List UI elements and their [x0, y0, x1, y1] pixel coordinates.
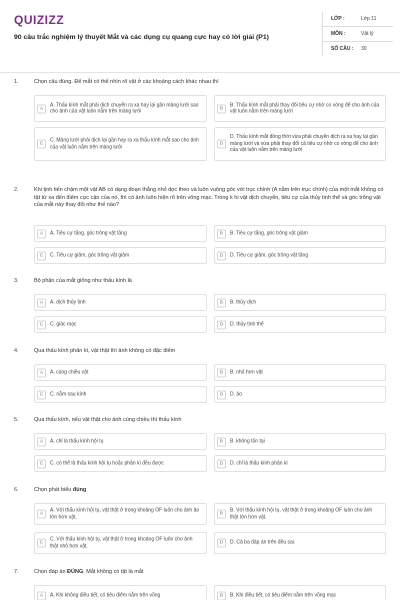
option-letter-badge: C: [37, 390, 46, 399]
option-b[interactable]: [214, 585, 386, 600]
question-number: 3.: [14, 278, 19, 284]
option-letter-badge: B: [217, 510, 226, 519]
question-text: Qua thấu kính, nếu vật thật cho ảnh cùng chiều thì thấu kính: [34, 417, 182, 423]
option-letter-badge: C: [37, 251, 46, 260]
question-number: 7.: [14, 569, 19, 575]
option-text: A. Khi không điều tiết, có tiêu điểm nằm trên võng: [50, 592, 161, 599]
question-text: Qua thấu kính phân kì, vật thật thì ảnh không có đặc điểm: [34, 348, 176, 354]
option-a[interactable]: [34, 433, 207, 450]
info-value: Vật lý: [361, 31, 374, 37]
option-b[interactable]: [214, 294, 386, 311]
option-letter-badge: A: [37, 368, 46, 377]
option-d[interactable]: [214, 247, 386, 264]
option-c[interactable]: [34, 386, 207, 403]
option-text: C. có thể là thấu kính hội tụ hoặc phân kì đều được: [50, 460, 164, 467]
option-text: C. Với thấu kính hội tụ, vật thật ở trong khoảng OF luôn cho ảnh thật nhỏ hơn vật.: [50, 536, 193, 549]
info-key: MÔN :: [331, 31, 346, 37]
option-text: C. Tiêu cự giảm, góc trông vật giảm: [50, 252, 130, 259]
option-letter-badge: D: [217, 320, 226, 329]
question-text-emphasis: ĐÚNG: [67, 569, 84, 575]
option-d[interactable]: [214, 455, 386, 472]
option-d[interactable]: [214, 316, 386, 333]
option-text: A. Tiêu cự tăng, góc trông vật tăng: [50, 230, 127, 237]
option-a[interactable]: [34, 503, 207, 525]
option-text: B. Khi điều tiết, có tiêu điểm nằm trên võng mạc: [230, 592, 337, 599]
option-d[interactable]: [214, 127, 386, 161]
question-text: Chọn câu đúng. Để mắt có thể nhìn rõ vật ở các khoảng cách khác nhau thì: [34, 79, 219, 85]
option-letter-badge: D: [217, 251, 226, 260]
option-a[interactable]: [34, 225, 207, 242]
option-c[interactable]: [34, 316, 207, 333]
info-row-question-count: [323, 42, 393, 56]
option-text: D. Tiêu cự giảm, góc trông vật tăng: [230, 252, 309, 259]
option-text: A. chỉ là thấu kính hội tụ: [50, 438, 104, 445]
option-text: D. ảo: [230, 391, 242, 398]
info-key: SỐ CÂU :: [331, 46, 354, 52]
option-text: D. Cả ba đáp án trên đều sai.: [230, 539, 296, 546]
option-text: A. Với thấu kính hội tụ, vật thật ở trong khoảng OF luôn cho ảnh ảo lớn hơn vật.: [50, 507, 200, 520]
question-text: [34, 569, 384, 577]
option-letter-badge: A: [37, 592, 46, 600]
info-row-subject: [323, 27, 393, 42]
option-text: B. không tồn tại: [230, 438, 265, 445]
option-d[interactable]: [214, 532, 386, 554]
option-b[interactable]: [214, 433, 386, 450]
option-letter-badge: D: [217, 140, 226, 149]
option-a[interactable]: [34, 364, 207, 381]
option-letter-badge: D: [217, 539, 226, 548]
option-a[interactable]: [34, 95, 207, 122]
option-text: B. Với thấu kính hội tụ, vật thật ở trong khoảng OF luôn cho ảnh thật lớn hơn vật.: [230, 507, 373, 520]
option-letter-badge: A: [37, 229, 46, 238]
question-text-emphasis: đúng: [72, 487, 87, 493]
question-number: 6.: [14, 487, 19, 493]
option-text: C. Màng lưới phải dịch lại gần hay ra xa thấu kính mắt sao cho ảnh của vật luôn nằm trên màng lưới: [50, 137, 199, 150]
option-letter-badge: B: [217, 229, 226, 238]
option-a[interactable]: [34, 585, 207, 600]
info-row-class: [323, 12, 393, 27]
question-number: 4.: [14, 348, 19, 354]
worksheet-title: 90 câu trắc nghiệm lý thuyết Mắt và các dụng cụ quang cực hay có lời giải (P1): [14, 34, 269, 41]
worksheet-header: [0, 0, 400, 73]
question-number: 5.: [14, 417, 19, 423]
question-text: Khi tịnh tiến chậm một vật AB có dạng đoạn thẳng nhỏ dọc theo và luôn vuông góc với trục chính (A nằm trên trục chính) của một mắt không có tật từ xa đến điểm cực cận của nó, thì có ảnh luôn hiện rõ trên võng mạc. Trong k hi vật dịch chuyển, tiêu cự của thủy tinh thể và góc trông vật của mắt này thay đổi như thế nào?: [34, 187, 384, 209]
option-letter-badge: B: [217, 592, 226, 600]
option-letter-badge: C: [37, 459, 46, 468]
option-b[interactable]: [214, 503, 386, 525]
option-letter-badge: B: [217, 298, 226, 307]
option-text: B. nhỏ hơn vật: [230, 369, 263, 376]
question-text-prefix: Chọn đáp án: [34, 569, 68, 575]
option-text: D. thủy tinh thể: [230, 321, 264, 328]
option-letter-badge: C: [37, 539, 46, 548]
option-text: A. Thấu kính mắt phải dịch chuyển ra xa hay lại gần màng lưới sao cho ảnh của vật luôn nằm trên màng lưới: [50, 101, 199, 115]
option-b[interactable]: [214, 95, 386, 122]
option-text: C. giác mạc: [50, 321, 77, 328]
option-letter-badge: B: [217, 437, 226, 446]
option-text: A. cùng chiều vật: [50, 369, 89, 376]
option-text: B. Thấu kính mắt phải thay đổi tiêu cự nhờ co vòng để cho ảnh của vật luôn nằm trên màng lưới: [230, 101, 380, 115]
option-a[interactable]: [34, 294, 207, 311]
option-b[interactable]: [214, 364, 386, 381]
option-letter-badge: A: [37, 298, 46, 307]
option-text: B. thủy dịch: [230, 299, 257, 306]
option-b[interactable]: [214, 225, 386, 242]
question-text-prefix: Chọn phát biểu: [34, 487, 73, 493]
option-letter-badge: A: [37, 510, 46, 519]
question-text-suffix: . Mắt không có tật là mắt: [83, 569, 144, 575]
option-text: D. chỉ là thấu kính phân kì: [230, 460, 288, 467]
question-text: [34, 487, 384, 495]
option-text: A. dịch thủy tinh: [50, 299, 86, 306]
option-text: C. nằm sau kính: [50, 391, 87, 398]
option-letter-badge: A: [37, 104, 46, 113]
option-c[interactable]: [34, 247, 207, 264]
option-letter-badge: D: [217, 390, 226, 399]
option-c[interactable]: [34, 532, 207, 554]
option-c[interactable]: [34, 127, 207, 161]
option-text: D. Thấu kính mắt đồng thời vừa phải chuyển dịch ra xa hay lại gần màng lưới và vừa phải thay đổi cả tiêu cự nhờ co vòng để cho ảnh của vật luôn nằm trên màng lưới: [230, 134, 378, 154]
option-c[interactable]: [34, 455, 207, 472]
quizizz-logo: QUIZIZZ: [14, 13, 65, 27]
option-letter-badge: D: [217, 459, 226, 468]
info-table: [322, 12, 393, 56]
option-letter-badge: A: [37, 437, 46, 446]
question-text: Bộ phận của mắt giống như thấu kính là: [34, 278, 132, 284]
option-letter-badge: C: [37, 140, 46, 149]
question-number: 1.: [14, 79, 19, 85]
info-key: LỚP :: [331, 16, 345, 22]
option-text: B. Tiêu cự tăng, góc trông vật giảm: [230, 230, 308, 237]
info-value: 30: [361, 46, 367, 52]
option-d[interactable]: [214, 386, 386, 403]
option-letter-badge: B: [217, 104, 226, 113]
option-letter-badge: C: [37, 320, 46, 329]
option-letter-badge: B: [217, 368, 226, 377]
question-number: 2.: [14, 187, 19, 193]
info-value: Lớp 11: [361, 16, 377, 22]
